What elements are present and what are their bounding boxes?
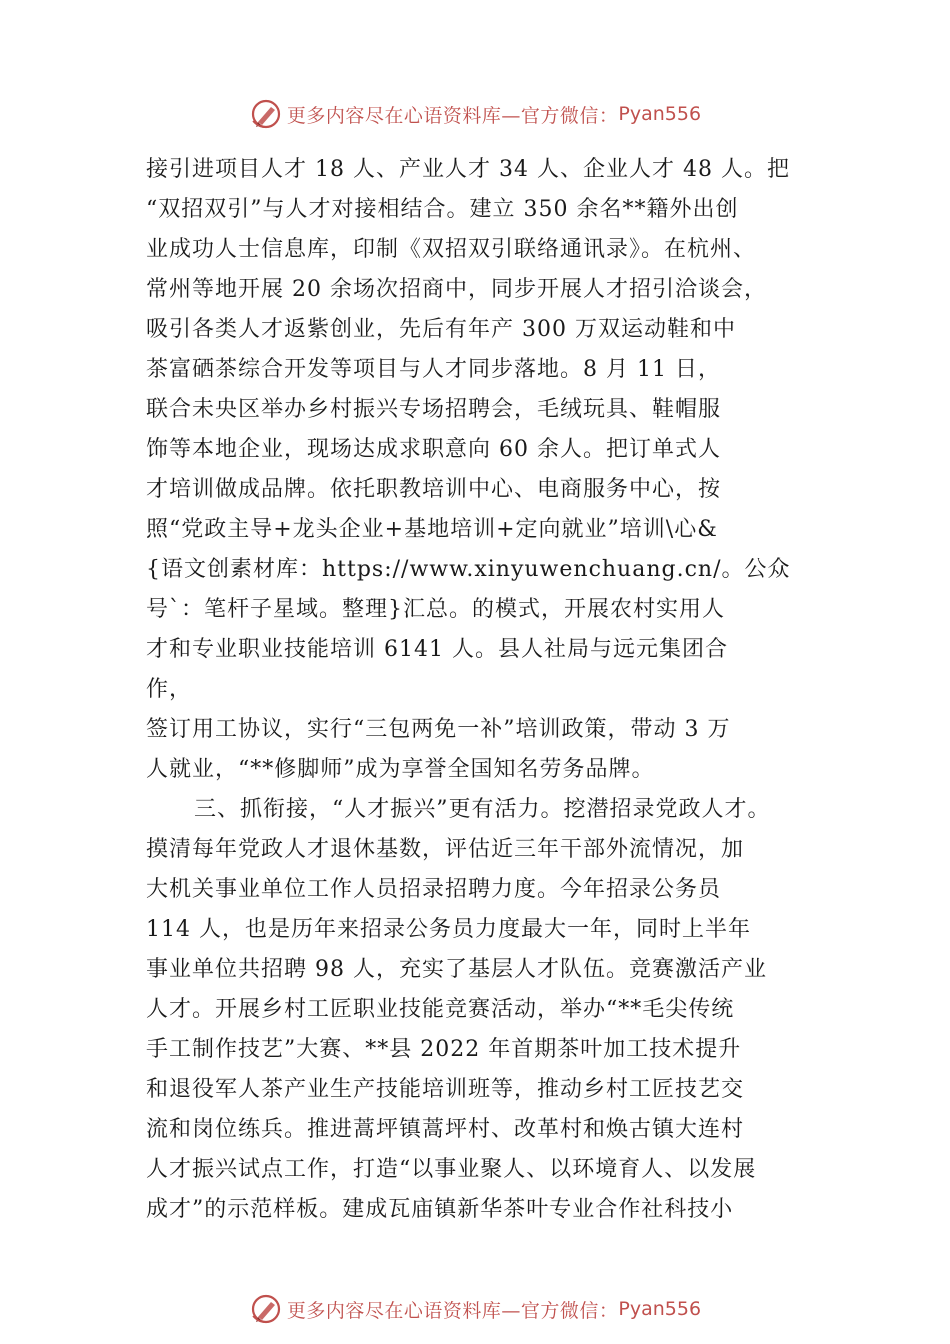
text-line: 号`：笔杆子星域。整理}汇总。的模式，开展农村实用人 [146,597,725,622]
watermark-wechat-id: Pyan556 [618,103,702,125]
text-line: 人才。开展乡村工匠职业技能竞赛活动，举办“**毛尖传统 [146,997,735,1022]
watermark-text: 更多内容尽在心语资料库—官方微信： [286,1299,619,1322]
text-line: 流和岗位练兵。推进蒿坪镇蒿坪村、改革村和焕古镇大连村 [146,1117,745,1142]
text-line: 吸引各类人才返紫创业，先后有年产 300 万双运动鞋和中 [146,317,736,342]
document-body [146,150,814,1230]
text-line: 和退役军人茶产业生产技能培训班等，推动乡村工匠技艺交 [146,1077,745,1102]
text-line: “双招双引”与人才对接相结合。建立 350 余名**籍外出创 [146,197,739,222]
pen-logo-icon [249,97,283,131]
text-line: 常州等地开展 20 余场次招商中，同步开展人才招引洽谈会， [146,277,767,302]
text-line: 大机关事业单位工作人员招录招聘力度。今年招录公务员 [146,877,722,902]
text-line: 114 人，也是历年来招录公务员力度最大一年，同时上半年 [146,917,751,942]
watermark-footer [0,1289,950,1329]
text-line: 业成功人士信息库，印制《双招双引联络通讯录》。在杭州、 [146,237,757,262]
watermark-wechat-id: Pyan556 [618,1298,702,1320]
text-line: 联合未央区举办乡村振兴专场招聘会，毛绒玩具、鞋帽服 [146,397,722,422]
text-line: 饰等本地企业，现场达成求职意向 60 余人。把订单式人 [146,437,721,462]
pen-logo-icon [249,1292,283,1326]
watermark-header [0,94,950,134]
text-line: 签订用工协议，实行“三包两免一补”培训政策，带动 3 万 [146,717,731,742]
text-line: {语文创素材库：https://www.xinyuwenchuang.cn/。公众 [146,557,791,582]
text-line: 照“党政主导+龙头企业+基地培训+定向就业”培训\心& [146,517,718,542]
text-line: 成才”的示范样板。建成瓦庙镇新华茶叶专业合作社科技小 [146,1197,734,1222]
text-line: 人就业，“**修脚师”成为享誉全国知名劳务品牌。 [146,757,655,782]
text-line: 作， [146,677,193,702]
text-line: 接引进项目人才 18 人、产业人才 34 人、企业人才 48 人。把 [146,157,790,182]
text-line: 手工制作技艺”大赛、**县 2022 年首期茶叶加工技术提升 [146,1037,742,1062]
section-heading-line: 三、抓衔接，“人才振兴”更有活力。挖潜招录党政人才。 [194,797,771,822]
text-line: 才培训做成品牌。依托职教培训中心、电商服务中心，按 [146,477,722,502]
text-line: 才和专业职业技能培训 6141 人。县人社局与远元集团合 [146,637,728,662]
text-line: 摸清每年党政人才退休基数，评估近三年干部外流情况，加 [146,837,745,862]
text-line: 人才振兴试点工作，打造“以事业聚人、以环境育人、以发展 [146,1157,757,1182]
text-line: 事业单位共招聘 98 人，充实了基层人才队伍。竞赛激活产业 [146,957,767,982]
watermark-text: 更多内容尽在心语资料库—官方微信： [286,104,619,127]
text-line: 茶富硒茶综合开发等项目与人才同步落地。8 月 11 日， [146,357,721,382]
